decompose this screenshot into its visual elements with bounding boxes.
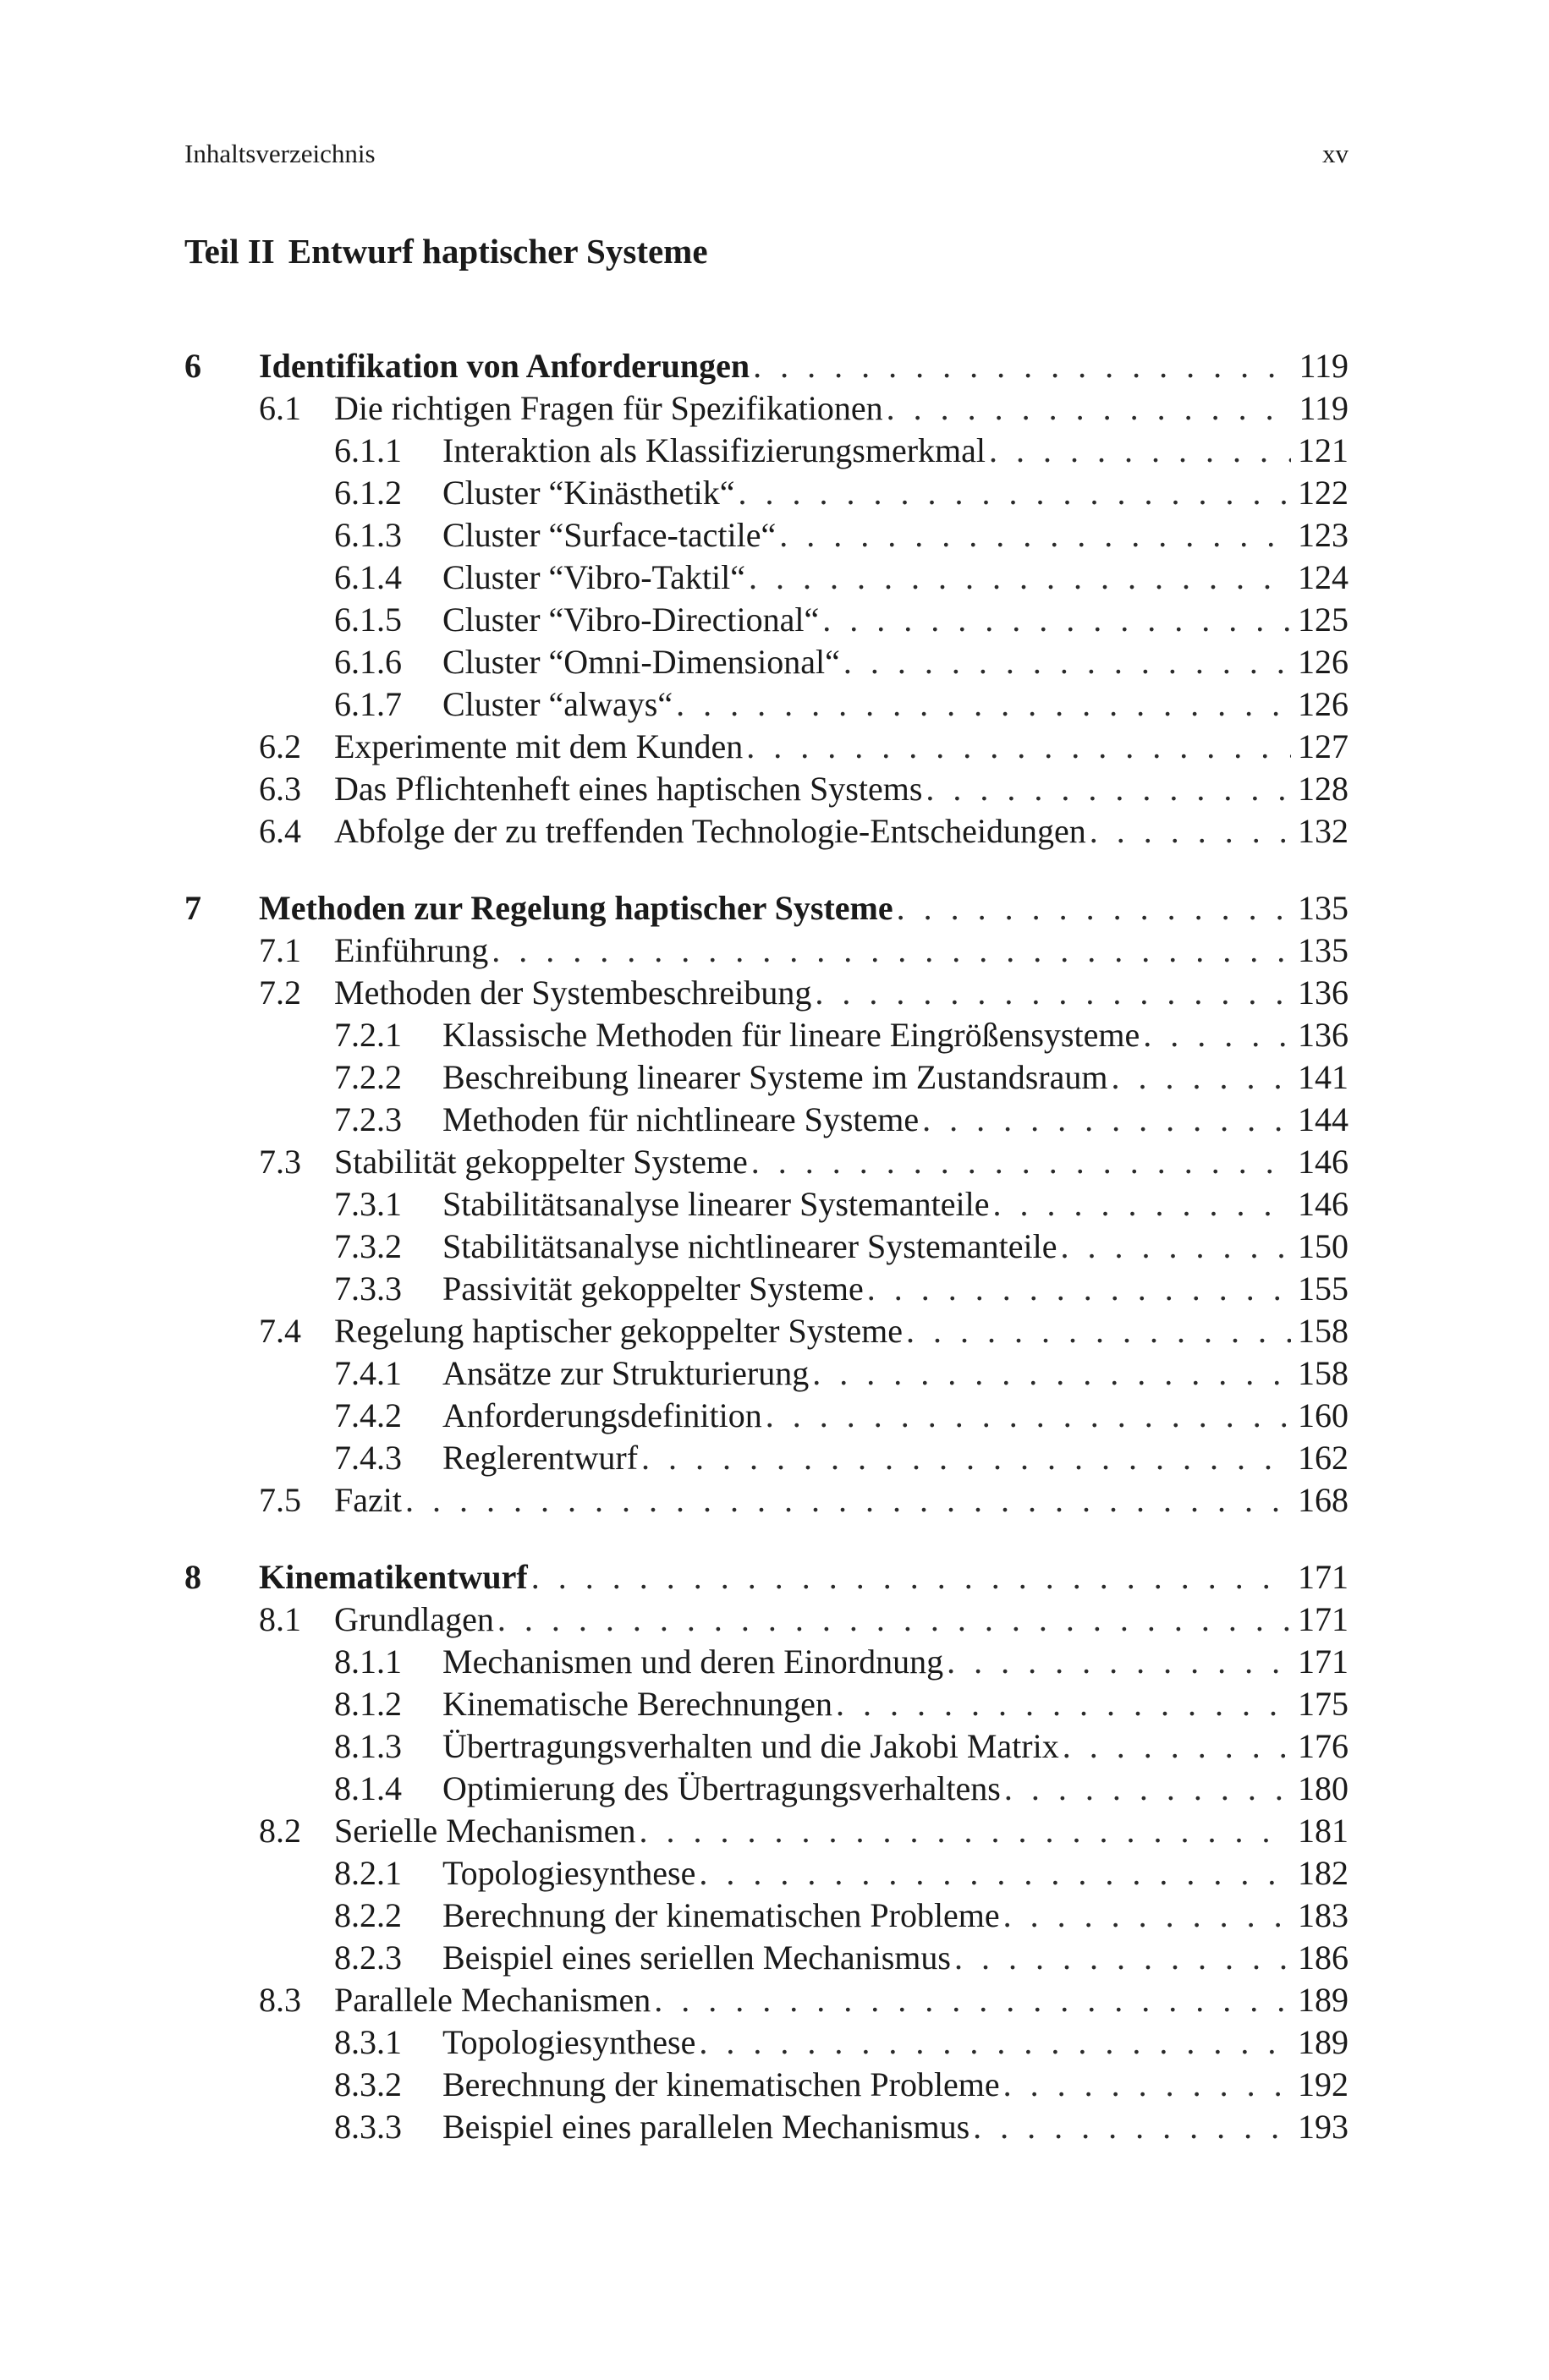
toc-entry-line bbox=[442, 1937, 1349, 1979]
toc-entry-7-2-3[interactable] bbox=[184, 1099, 1349, 1141]
toc-entry-number: 7.1 bbox=[259, 931, 301, 969]
toc-entry-title: Fazit bbox=[334, 1481, 402, 1519]
toc-entry-7-2[interactable] bbox=[184, 972, 1349, 1014]
toc-entry-6-1-1[interactable] bbox=[184, 430, 1349, 472]
toc-dot-leader bbox=[531, 1556, 1291, 1599]
toc-entry-6-1-6[interactable] bbox=[184, 641, 1349, 683]
toc-entry-page: 183 bbox=[1298, 1896, 1349, 1934]
toc-entry-line bbox=[259, 1556, 1349, 1599]
toc-dot-leader bbox=[1143, 1014, 1291, 1056]
toc-entry-page: 171 bbox=[1298, 1558, 1349, 1596]
toc-entry-page: 162 bbox=[1298, 1439, 1349, 1477]
toc-entry-number: 7.2.2 bbox=[334, 1058, 402, 1096]
running-head-page-number: xv bbox=[1322, 139, 1349, 168]
toc-entry-line bbox=[442, 1056, 1349, 1099]
toc-entry-title: Beschreibung linearer Systeme im Zustandsraum bbox=[442, 1058, 1108, 1096]
toc-dot-leader bbox=[699, 2021, 1291, 2064]
toc-entry-8-2-1[interactable] bbox=[184, 1852, 1349, 1895]
toc-dot-leader bbox=[992, 1183, 1291, 1226]
running-head bbox=[184, 137, 1349, 171]
toc-entry-number: 8.2 bbox=[259, 1812, 301, 1850]
toc-entry-page: 126 bbox=[1298, 685, 1349, 723]
toc-entry-number: 7.2.3 bbox=[334, 1100, 402, 1138]
toc-entry-line bbox=[442, 1852, 1349, 1895]
toc-entry-page: 141 bbox=[1298, 1058, 1349, 1096]
toc-entry-title: Cluster “Surface-tactile“ bbox=[442, 516, 777, 554]
toc-entry-number: 6 bbox=[184, 347, 201, 385]
toc-entry-title: Identifikation von Anforderungen bbox=[259, 347, 750, 385]
toc-entry-6-2[interactable] bbox=[184, 726, 1349, 768]
toc-entry-line bbox=[442, 1226, 1349, 1268]
toc-entry-line bbox=[442, 1725, 1349, 1768]
toc-entry-6[interactable] bbox=[184, 345, 1349, 387]
toc-entry-page: 144 bbox=[1298, 1100, 1349, 1138]
toc-entry-line bbox=[442, 2021, 1349, 2064]
toc-entry-6-3[interactable] bbox=[184, 768, 1349, 810]
toc-entry-6-1-2[interactable] bbox=[184, 472, 1349, 514]
toc-entry-number: 6.3 bbox=[259, 770, 301, 808]
toc-entry-title: Berechnung der kinematischen Probleme bbox=[442, 1896, 1000, 1934]
toc-entry-7-4[interactable] bbox=[184, 1310, 1349, 1352]
toc-entry-page: 193 bbox=[1298, 2108, 1349, 2146]
toc-dot-leader bbox=[906, 1310, 1291, 1352]
toc-dot-leader bbox=[947, 1641, 1291, 1683]
toc-entry-page: 150 bbox=[1298, 1227, 1349, 1265]
toc-entry-title: Anforderungsdefinition bbox=[442, 1396, 762, 1434]
toc-entry-title: Die richtigen Fragen für Spezifikationen bbox=[334, 389, 883, 427]
toc-entry-6-1-4[interactable] bbox=[184, 557, 1349, 599]
toc-entry-number: 8.2.1 bbox=[334, 1854, 402, 1892]
toc-entry-8[interactable] bbox=[184, 1556, 1349, 1599]
toc-entry-line bbox=[259, 345, 1349, 387]
toc-entry-page: 189 bbox=[1298, 1981, 1349, 2019]
toc-entry-title: Serielle Mechanismen bbox=[334, 1812, 636, 1850]
toc-entry-line bbox=[334, 810, 1349, 853]
toc-entry-page: 171 bbox=[1298, 1642, 1349, 1681]
part-heading bbox=[184, 230, 708, 272]
toc-entry-page: 180 bbox=[1298, 1769, 1349, 1807]
toc-entry-title: Experimente mit dem Kunden bbox=[334, 727, 744, 765]
toc-dot-leader bbox=[1090, 810, 1291, 853]
toc-dot-leader bbox=[779, 514, 1291, 557]
toc-entry-number: 8.3.1 bbox=[334, 2023, 402, 2061]
toc-entry-title: Optimierung des Übertragungsverhaltens bbox=[442, 1769, 1001, 1807]
toc-entry-title: Stabilitätsanalyse nichtlinearer Systemanteile bbox=[442, 1227, 1057, 1265]
toc-dot-leader bbox=[738, 472, 1291, 514]
toc-dot-leader bbox=[1003, 1895, 1291, 1937]
toc-entry-line bbox=[442, 1395, 1349, 1437]
toc-entry-page: 186 bbox=[1298, 1939, 1349, 1977]
toc-entry-line bbox=[442, 1895, 1349, 1937]
toc-entry-line bbox=[334, 726, 1349, 768]
toc-entry-number: 6.1.7 bbox=[334, 685, 402, 723]
toc-dot-leader bbox=[897, 887, 1291, 930]
toc-entry-number: 6.1.4 bbox=[334, 558, 402, 596]
toc-entry-number: 6.1.6 bbox=[334, 643, 402, 681]
toc-entry-title: Ansätze zur Strukturierung bbox=[442, 1354, 810, 1392]
toc-entry-title: Reglerentwurf bbox=[442, 1439, 639, 1477]
toc-entry-line bbox=[442, 1641, 1349, 1683]
toc-entry-page: 136 bbox=[1298, 1016, 1349, 1054]
toc-entry-page: 189 bbox=[1298, 2023, 1349, 2061]
toc-entry-page: 168 bbox=[1298, 1481, 1349, 1519]
toc-entry-number: 7.4.1 bbox=[334, 1354, 402, 1392]
toc-entry-page: 125 bbox=[1298, 600, 1349, 639]
toc-entry-8-2-3[interactable] bbox=[184, 1937, 1349, 1979]
toc-entry-page: 121 bbox=[1298, 431, 1349, 469]
toc-entry-title: Cluster “always“ bbox=[442, 685, 673, 723]
toc-dot-leader bbox=[1003, 2064, 1291, 2106]
toc-entry-line bbox=[442, 2064, 1349, 2106]
toc-dot-leader bbox=[922, 1099, 1291, 1141]
toc-entry-line bbox=[334, 768, 1349, 810]
toc-entry-8-1[interactable] bbox=[184, 1599, 1349, 1641]
toc-entry-title: Einführung bbox=[334, 931, 489, 969]
toc-entry-page: 135 bbox=[1298, 931, 1349, 969]
toc-dot-leader bbox=[746, 726, 1291, 768]
toc-entry-page: 171 bbox=[1298, 1600, 1349, 1638]
toc-entry-page: 158 bbox=[1298, 1312, 1349, 1350]
toc-entry-number: 8.1.3 bbox=[334, 1727, 402, 1765]
toc-entry-number: 6.1.2 bbox=[334, 474, 402, 512]
toc-entry-line bbox=[442, 1014, 1349, 1056]
toc-entry-8-1-1[interactable] bbox=[184, 1641, 1349, 1683]
toc-entry-7-3[interactable] bbox=[184, 1141, 1349, 1183]
toc-dot-leader bbox=[497, 1599, 1291, 1641]
toc-dot-leader bbox=[405, 1479, 1291, 1522]
toc-entry-title: Passivität gekoppelter Systeme bbox=[442, 1270, 864, 1308]
toc-entry-number: 7.2.1 bbox=[334, 1016, 402, 1054]
toc-entry-page: 126 bbox=[1298, 643, 1349, 681]
toc-entry-7-5[interactable] bbox=[184, 1479, 1349, 1522]
toc-entry-title: Grundlagen bbox=[334, 1600, 494, 1638]
toc-entry-title: Cluster “Kinästhetik“ bbox=[442, 474, 735, 512]
toc-entry-title: Kinematikentwurf bbox=[259, 1558, 528, 1596]
toc-entry-7-3-2[interactable] bbox=[184, 1226, 1349, 1268]
toc-entry-number: 8 bbox=[184, 1558, 201, 1596]
toc-dot-leader bbox=[973, 2106, 1291, 2148]
toc-entry-line bbox=[442, 1768, 1349, 1810]
toc-entry-page: 123 bbox=[1298, 516, 1349, 554]
toc-dot-leader bbox=[815, 972, 1291, 1014]
toc-entry-line bbox=[334, 930, 1349, 972]
toc-entry-page: 119 bbox=[1299, 347, 1349, 385]
toc-entry-number: 8.3.2 bbox=[334, 2065, 402, 2103]
toc-entry-page: 122 bbox=[1298, 474, 1349, 512]
toc-entry-7[interactable] bbox=[184, 887, 1349, 930]
toc-dot-leader bbox=[641, 1437, 1291, 1479]
toc-entry-title: Cluster “Vibro-Taktil“ bbox=[442, 558, 746, 596]
toc-dot-leader bbox=[887, 387, 1291, 430]
toc-entry-title: Interaktion als Klassifizierungsmerkmal bbox=[442, 431, 986, 469]
toc-dot-leader bbox=[766, 1395, 1291, 1437]
toc-entry-7-2-1[interactable] bbox=[184, 1014, 1349, 1056]
toc-entry-8-1-4[interactable] bbox=[184, 1768, 1349, 1810]
toc-entry-page: 160 bbox=[1298, 1396, 1349, 1434]
toc-entry-page: 146 bbox=[1298, 1143, 1349, 1181]
toc-entry-8-3-2[interactable] bbox=[184, 2064, 1349, 2106]
toc-entry-8-2[interactable] bbox=[184, 1810, 1349, 1852]
toc-entry-line bbox=[442, 472, 1349, 514]
toc-entry-title: Topologiesynthese bbox=[442, 1854, 696, 1892]
toc-entry-title: Parallele Mechanismen bbox=[334, 1981, 651, 2019]
toc-entry-line bbox=[334, 1479, 1349, 1522]
toc-entry-page: 127 bbox=[1298, 727, 1349, 765]
toc-entry-line bbox=[334, 972, 1349, 1014]
toc-entry-7-2-2[interactable] bbox=[184, 1056, 1349, 1099]
toc-dot-leader bbox=[699, 1852, 1291, 1895]
toc-entry-6-1[interactable] bbox=[184, 387, 1349, 430]
toc-entry-line bbox=[334, 1810, 1349, 1852]
toc-entry-number: 7.3.1 bbox=[334, 1185, 402, 1223]
toc-entry-line bbox=[442, 1099, 1349, 1141]
toc-entry-number: 6.2 bbox=[259, 727, 301, 765]
toc-entry-page: 176 bbox=[1298, 1727, 1349, 1765]
toc-entry-page: 124 bbox=[1298, 558, 1349, 596]
toc-entry-line bbox=[259, 887, 1349, 930]
toc-entry-title: Beispiel eines parallelen Mechanismus bbox=[442, 2108, 970, 2146]
toc-entry-number: 6.1.5 bbox=[334, 600, 402, 639]
toc-dot-leader bbox=[753, 345, 1291, 387]
toc-dot-leader bbox=[640, 1810, 1291, 1852]
toc-entry-number: 7.2 bbox=[259, 973, 301, 1012]
running-head-title: Inhaltsverzeichnis bbox=[184, 139, 376, 168]
toc-dot-leader bbox=[676, 683, 1291, 726]
toc-entry-number: 7.4 bbox=[259, 1312, 301, 1350]
toc-entry-title: Beispiel eines seriellen Mechanismus bbox=[442, 1939, 951, 1977]
toc-entry-number: 8.3 bbox=[259, 1981, 301, 2019]
toc-entry-8-1-2[interactable] bbox=[184, 1683, 1349, 1725]
toc-entry-title: Berechnung der kinematischen Probleme bbox=[442, 2065, 1000, 2103]
toc-entry-title: Methoden zur Regelung haptischer Systeme bbox=[259, 889, 893, 927]
toc-entry-7-4-3[interactable] bbox=[184, 1437, 1349, 1479]
toc-entry-line bbox=[442, 1268, 1349, 1310]
toc-entry-title: Kinematische Berechnungen bbox=[442, 1685, 832, 1723]
toc-dot-leader bbox=[751, 1141, 1291, 1183]
toc-entry-title: Mechanismen und deren Einordnung bbox=[442, 1642, 944, 1681]
toc-entry-line bbox=[334, 1310, 1349, 1352]
toc-entry-number: 8.1 bbox=[259, 1600, 301, 1638]
toc-entry-number: 8.2.2 bbox=[334, 1896, 402, 1934]
toc-dot-leader bbox=[1004, 1768, 1291, 1810]
toc-entry-6-1-3[interactable] bbox=[184, 514, 1349, 557]
toc-entry-line bbox=[442, 683, 1349, 726]
part-title: Entwurf haptischer Systeme bbox=[288, 232, 708, 271]
toc-entry-number: 7 bbox=[184, 889, 201, 927]
toc-entry-page: 155 bbox=[1298, 1270, 1349, 1308]
toc-entry-page: 182 bbox=[1298, 1854, 1349, 1892]
toc-entry-number: 8.2.3 bbox=[334, 1939, 402, 1977]
toc-entry-number: 6.1 bbox=[259, 389, 301, 427]
toc-dot-leader bbox=[836, 1683, 1291, 1725]
toc-entry-7-4-2[interactable] bbox=[184, 1395, 1349, 1437]
toc-dot-leader bbox=[822, 599, 1291, 641]
toc-entry-line bbox=[334, 1979, 1349, 2021]
toc-entry-page: 132 bbox=[1298, 812, 1349, 850]
toc-entry-8-3-3[interactable] bbox=[184, 2106, 1349, 2148]
toc-entry-line bbox=[442, 1183, 1349, 1226]
toc-entry-title: Methoden für nichtlineare Systeme bbox=[442, 1100, 920, 1138]
toc-entry-title: Regelung haptischer gekoppelter Systeme bbox=[334, 1312, 904, 1350]
toc-entry-number: 7.3.3 bbox=[334, 1270, 402, 1308]
toc-entry-title: Methoden der Systembeschreibung bbox=[334, 973, 812, 1012]
toc-entry-title: Cluster “Omni-Dimensional“ bbox=[442, 643, 840, 681]
toc-entry-line bbox=[442, 1352, 1349, 1395]
toc-entry-page: 119 bbox=[1299, 389, 1349, 427]
toc-dot-leader bbox=[843, 641, 1291, 683]
toc-entry-page: 128 bbox=[1298, 770, 1349, 808]
toc-dot-leader bbox=[1111, 1056, 1291, 1099]
toc-dot-leader bbox=[749, 557, 1291, 599]
toc-dot-leader bbox=[1060, 1226, 1291, 1268]
toc-entry-number: 7.5 bbox=[259, 1481, 301, 1519]
toc-entry-number: 6.1.3 bbox=[334, 516, 402, 554]
toc-entry-7-3-3[interactable] bbox=[184, 1268, 1349, 1310]
toc-entry-8-3-1[interactable] bbox=[184, 2021, 1349, 2064]
toc-entry-line bbox=[334, 1141, 1349, 1183]
toc-entry-number: 7.4.3 bbox=[334, 1439, 402, 1477]
toc-entry-line bbox=[442, 1437, 1349, 1479]
toc-entry-page: 158 bbox=[1298, 1354, 1349, 1392]
toc-entry-number: 8.1.2 bbox=[334, 1685, 402, 1723]
toc-entry-7-4-1[interactable] bbox=[184, 1352, 1349, 1395]
toc-entry-title: Abfolge der zu treffenden Technologie-Entscheidungen bbox=[334, 812, 1086, 850]
toc-entry-title: Topologiesynthese bbox=[442, 2023, 696, 2061]
toc-entry-number: 7.4.2 bbox=[334, 1396, 402, 1434]
toc-entry-6-4[interactable] bbox=[184, 810, 1349, 853]
toc-entry-title: Übertragungsverhalten und die Jakobi Matrix bbox=[442, 1727, 1059, 1765]
toc-entry-page: 136 bbox=[1298, 973, 1349, 1012]
toc-entry-line bbox=[442, 1683, 1349, 1725]
toc-dot-leader bbox=[654, 1979, 1291, 2021]
toc-entry-line bbox=[442, 641, 1349, 683]
table-of-contents bbox=[184, 310, 1349, 2148]
toc-entry-page: 192 bbox=[1298, 2065, 1349, 2103]
toc-dot-leader bbox=[989, 430, 1291, 472]
toc-entry-title: Klassische Methoden für lineare Eingrößensysteme bbox=[442, 1016, 1140, 1054]
toc-entry-8-3[interactable] bbox=[184, 1979, 1349, 2021]
part-number: Teil II bbox=[184, 232, 275, 271]
toc-dot-leader bbox=[954, 1937, 1291, 1979]
toc-entry-page: 175 bbox=[1298, 1685, 1349, 1723]
toc-entry-number: 8.1.1 bbox=[334, 1642, 402, 1681]
toc-entry-number: 6.4 bbox=[259, 812, 301, 850]
toc-dot-leader bbox=[812, 1352, 1291, 1395]
toc-entry-line bbox=[442, 557, 1349, 599]
toc-entry-number: 6.1.1 bbox=[334, 431, 402, 469]
toc-dot-leader bbox=[492, 930, 1291, 972]
toc-entry-title: Cluster “Vibro-Directional“ bbox=[442, 600, 820, 639]
toc-dot-leader bbox=[1063, 1725, 1291, 1768]
toc-entry-6-1-5[interactable] bbox=[184, 599, 1349, 641]
toc-entry-line bbox=[442, 2106, 1349, 2148]
toc-entry-number: 8.1.4 bbox=[334, 1769, 402, 1807]
toc-entry-number: 7.3.2 bbox=[334, 1227, 402, 1265]
toc-entry-number: 7.3 bbox=[259, 1143, 301, 1181]
toc-entry-line bbox=[334, 387, 1349, 430]
toc-entry-line bbox=[334, 1599, 1349, 1641]
toc-entry-7-3-1[interactable] bbox=[184, 1183, 1349, 1226]
toc-entry-number: 8.3.3 bbox=[334, 2108, 402, 2146]
toc-entry-7-1[interactable] bbox=[184, 930, 1349, 972]
toc-entry-title: Stabilitätsanalyse linearer Systemanteile bbox=[442, 1185, 990, 1223]
toc-dot-leader bbox=[867, 1268, 1291, 1310]
toc-entry-6-1-7[interactable] bbox=[184, 683, 1349, 726]
toc-entry-line bbox=[442, 514, 1349, 557]
toc-entry-line bbox=[442, 599, 1349, 641]
toc-entry-title: Stabilität gekoppelter Systeme bbox=[334, 1143, 748, 1181]
toc-entry-page: 146 bbox=[1298, 1185, 1349, 1223]
toc-entry-8-1-3[interactable] bbox=[184, 1725, 1349, 1768]
toc-entry-page: 135 bbox=[1298, 889, 1349, 927]
toc-entry-line bbox=[442, 430, 1349, 472]
toc-dot-leader bbox=[926, 768, 1291, 810]
toc-entry-page: 181 bbox=[1298, 1812, 1349, 1850]
toc-entry-title: Das Pflichtenheft eines haptischen Systems bbox=[334, 770, 923, 808]
toc-entry-8-2-2[interactable] bbox=[184, 1895, 1349, 1937]
